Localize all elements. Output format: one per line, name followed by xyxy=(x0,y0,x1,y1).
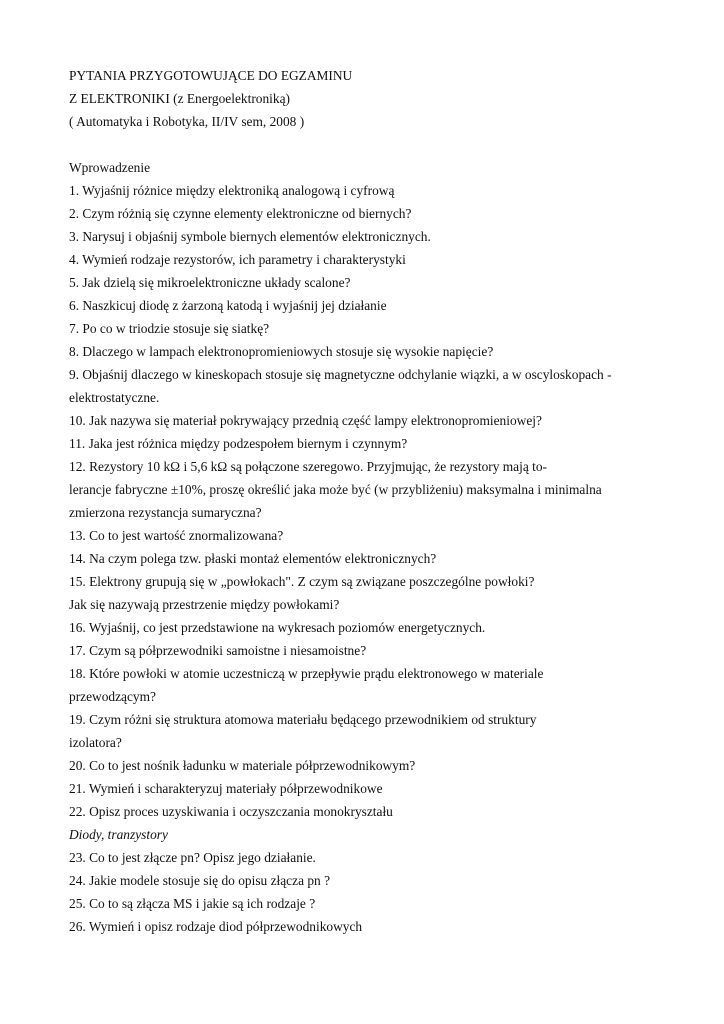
question-line: izolatora? xyxy=(69,735,122,750)
question-line: 12. Rezystory 10 kΩ i 5,6 kΩ są połączone szeregowo. Przyjmując, że rezystory mają to- xyxy=(69,459,548,474)
question-line: przewodzącym? xyxy=(69,689,156,704)
question-line: 15. Elektrony grupują się w „powłokach". Z czym są związane poszczególne powłoki? xyxy=(69,574,535,589)
section-heading-diodes: Diody, tranzystory xyxy=(69,827,168,842)
question-line: 16. Wyjaśnij, co jest przedstawione na wykresach poziomów energetycznych. xyxy=(69,620,486,635)
question-line: 11. Jaka jest różnica między podzespołem biernym i czynnym? xyxy=(69,436,408,451)
question-list-intro xyxy=(69,179,669,823)
question-line: 22. Opisz proces uzyskiwania i oczyszczania monokryształu xyxy=(69,804,393,819)
section-heading-intro: Wprowadzenie xyxy=(69,160,151,175)
question-line: 13. Co to jest wartość znormalizowana? xyxy=(69,528,284,543)
question-line: 3. Narysuj i objaśnij symbole biernych elementów elektronicznych. xyxy=(69,229,431,244)
question-line: 23. Co to jest złącze pn? Opisz jego działanie. xyxy=(69,850,316,865)
question-line: lerancje fabryczne ±10%, proszę określić jaka może być (w przybliżeniu) maksymalna i minimalna xyxy=(69,482,602,497)
question-line: 26. Wymień i opisz rodzaje diod półprzewodnikowych xyxy=(69,919,363,934)
header-subject: Z ELEKTRONIKI (z Energoelektroniką) xyxy=(69,91,290,106)
question-line: 21. Wymień i scharakteryzuj materiały półprzewodnikowe xyxy=(69,781,383,796)
header-title: PYTANIA PRZYGOTOWUJĄCE DO EGZAMINU xyxy=(69,68,353,83)
question-line: 6. Naszkicuj diodę z żarzoną katodą i wyjaśnij jej działanie xyxy=(69,298,387,313)
question-line: 14. Na czym polega tzw. płaski montaż elementów elektronicznych? xyxy=(69,551,437,566)
question-line: 10. Jak nazywa się materiał pokrywający przednią część lampy elektronopromieniowej? xyxy=(69,413,542,428)
header-course: ( Automatyka i Robotyka, II/IV sem, 2008 ) xyxy=(69,114,305,129)
question-line: 24. Jakie modele stosuje się do opisu złącza pn ? xyxy=(69,873,331,888)
question-line: 8. Dlaczego w lampach elektronopromieniowych stosuje się wysokie napięcie? xyxy=(69,344,494,359)
question-line: 18. Które powłoki w atomie uczestniczą w przepływie prądu elektronowego w materiale xyxy=(69,666,544,681)
question-line: 19. Czym różni się struktura atomowa materiału będącego przewodnikiem od struktury xyxy=(69,712,537,727)
question-line: zmierzona rezystancja sumaryczna? xyxy=(69,505,262,520)
question-line: Jak się nazywają przestrzenie między powłokami? xyxy=(69,597,340,612)
document-content xyxy=(69,64,669,938)
question-line: 5. Jak dzielą się mikroelektroniczne układy scalone? xyxy=(69,275,351,290)
question-line: elektrostatyczne. xyxy=(69,390,160,405)
question-line: 9. Objaśnij dlaczego w kineskopach stosuje się magnetyczne odchylanie wiązki, a w oscyloskopach - xyxy=(69,367,612,382)
question-line: 25. Co to są złącza MS i jakie są ich rodzaje ? xyxy=(69,896,316,911)
question-line: 1. Wyjaśnij różnice między elektroniką analogową i cyfrową xyxy=(69,183,395,198)
question-line: 7. Po co w triodzie stosuje się siatkę? xyxy=(69,321,270,336)
question-line: 20. Co to jest nośnik ładunku w materiale półprzewodnikowym? xyxy=(69,758,416,773)
question-line: 4. Wymień rodzaje rezystorów, ich parametry i charakterystyki xyxy=(69,252,406,267)
question-line: 2. Czym różnią się czynne elementy elektroniczne od biernych? xyxy=(69,206,412,221)
question-line: 17. Czym są półprzewodniki samoistne i niesamoistne? xyxy=(69,643,367,658)
blank-line xyxy=(69,133,669,156)
question-list-diodes xyxy=(69,846,669,938)
